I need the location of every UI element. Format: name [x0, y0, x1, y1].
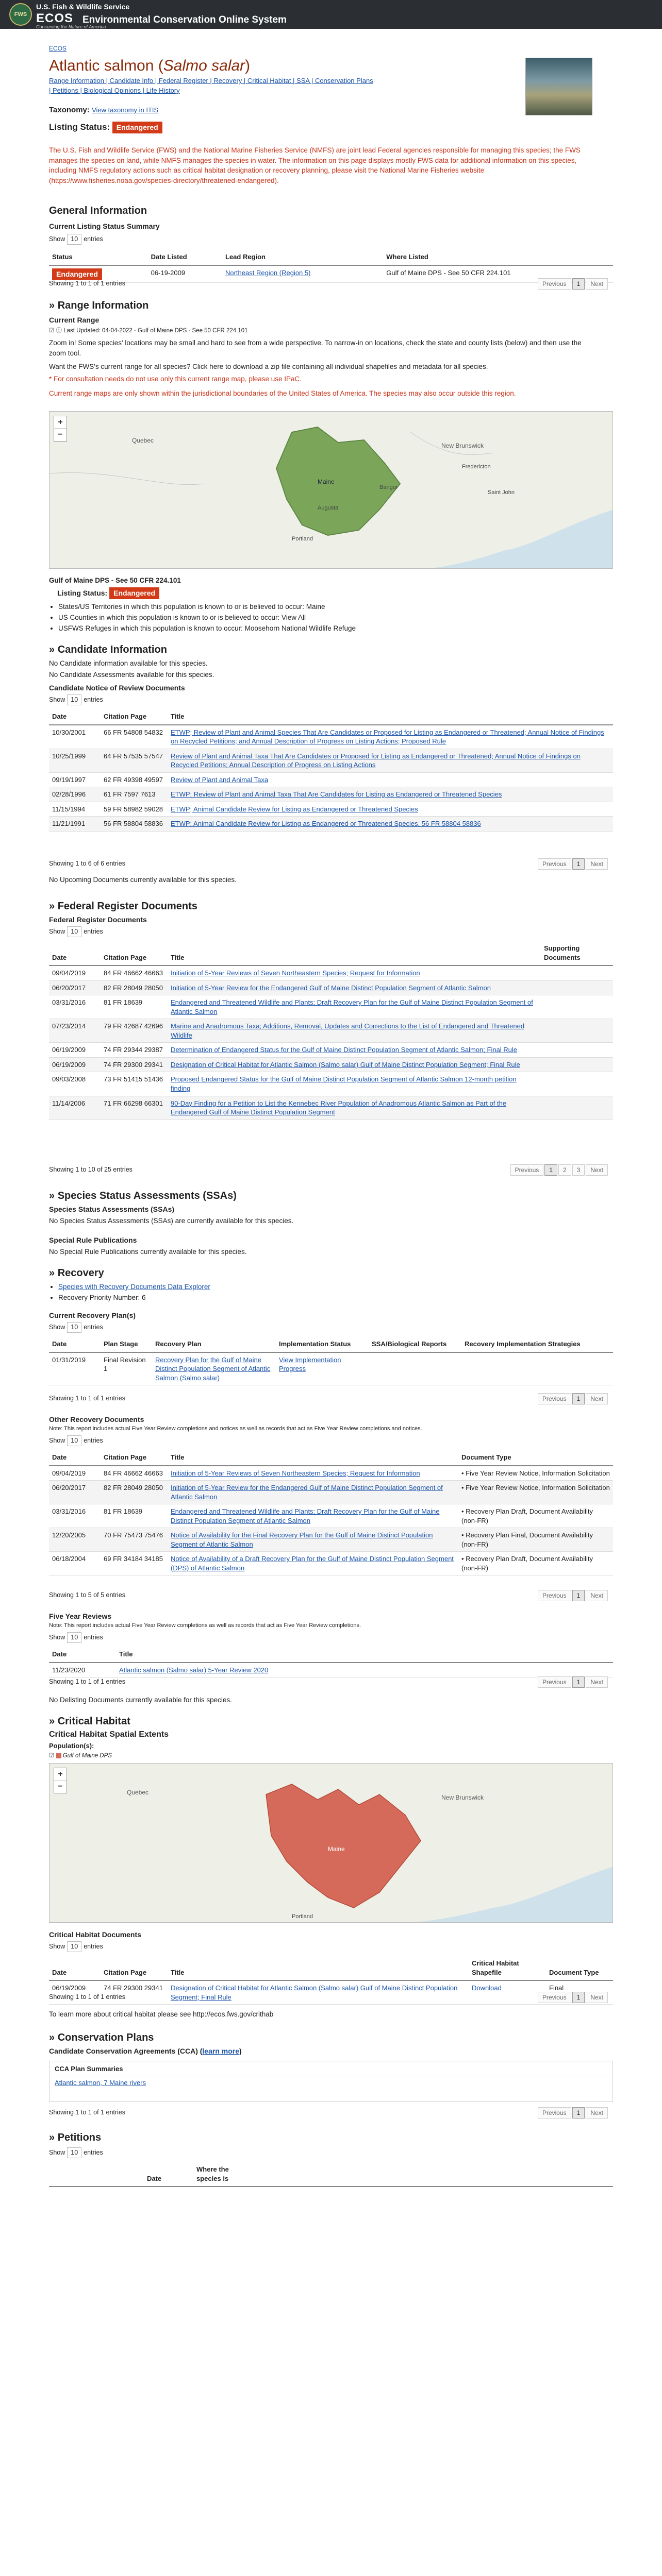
- listing-label: Listing Status:: [49, 122, 110, 132]
- document-link[interactable]: ETWP; Animal Candidate Review for Listing as Endangered or Threatened Species, 56 FR 58804 58836: [171, 820, 481, 828]
- pagination[interactable]: Previous 1 Next: [537, 2107, 608, 2119]
- document-link[interactable]: Initiation of 5-Year Review for the Endangered Gulf of Maine Distinct Population Segment of Atlantic Salmon: [171, 984, 491, 992]
- document-link[interactable]: Review of Plant and Animal Taxa That Are Candidates or Proposed for Listing as Endangered or Threatened; Annual Notice of Findings on Recycled Petitions; Annual Description of Progress on Listing Actions: [171, 752, 581, 769]
- fws-logo[interactable]: FWS: [9, 3, 32, 26]
- zoom-out-icon[interactable]: −: [58, 430, 63, 439]
- table-info: Showing 1 to 5 of 5 entries: [49, 1591, 126, 1599]
- map-label: New Brunswick: [441, 442, 484, 449]
- table-row: 06/19/2009 74 FR 29344 29387 Determination of Endangered Status for the Gulf of Maine Distinct Population Segment of Atlantic Salmon; Final Rule: [49, 1043, 613, 1058]
- table-row: 02/28/1996 61 FR 7597 7613 ETWP; Review of Plant and Animal Taxa That Are Candidates for Listing as Endangered or Threatened Species: [49, 787, 613, 802]
- table-row: 06/19/2009 74 FR 29300 29341 Designation of Critical Habitat for Atlantic Salmon (Salmo salar) Gulf of Maine Distinct Population Segment; Final Rule Download Final: [49, 1980, 613, 2005]
- table-row: 06/20/2017 82 FR 28049 28050 Initiation of 5-Year Review for the Endangered Gulf of Maine Distinct Population Segment of Atlantic Salmon: [49, 980, 613, 995]
- breadcrumb[interactable]: ECOS: [49, 45, 67, 52]
- table-info: Showing 1 to 1 of 1 entries: [49, 2109, 126, 2116]
- table-row: 09/03/2008 73 FR 51415 51436 Proposed Endangered Status for the Gulf of Maine Distinct Population Segment of Atlantic Salmon 12-month petition finding: [49, 1072, 613, 1096]
- candidate-text: No Candidate information available for this species.: [49, 659, 208, 667]
- document-link[interactable]: ETWP; Review of Plant and Animal Taxa That Are Candidates for Listing as Endangered or Threatened Species: [171, 790, 502, 799]
- map-label: Augusta: [318, 505, 339, 511]
- listing-table: Status Date Listed Lead Region Where Listed Endangered 06-19-2009 Northeast Region (Region 5) Gulf of Maine DPS - See 50 CFR 224.101: [49, 249, 613, 283]
- pagination[interactable]: Previous 1 Next: [537, 1590, 608, 1601]
- table-row: 09/04/2019 84 FR 46662 46663 Initiation of 5-Year Reviews of Seven Northeastern Species; Request for Information • Five Year Review Notice, Information Solicitation: [49, 1466, 613, 1481]
- jurisdiction-notice: The U.S. Fish and Wildlife Service (FWS) and the National Marine Fisheries Service (NMFS) are joint lead Federal agencies responsible for managing this species; the FWS manages the species on land, while NMFS manages the species in water. The information on this page displays mostly FWS data for additional information on this species, including NMFS regulatory actions such as critical habitat designation or recovery planning, please visit the National Marine Fisheries website (https://www.fisheries.noaa.gov/species-directory/threatened-endangered).: [49, 146, 581, 184]
- five-year-table: Date Title 11/23/2020 Atlantic salmon (Salmo salar) 5-Year Review 2020: [49, 1647, 613, 1677]
- current-range-heading: Current Range: [49, 316, 100, 324]
- map-zoom-control[interactable]: [54, 1768, 67, 1793]
- range-bullets: • States/US Territories in which this population is known to or is believed to occur: Maine • US Counties in which this population is known to or is believed to occur: View All • USFWS Refuges in which this population is known to occur: Moosehorn National Wildlife Refuge: [49, 602, 356, 634]
- table-row: 11/15/1994 59 FR 58982 59028 ETWP; Animal Candidate Review for Listing as Endangered or Threatened Species: [49, 802, 613, 817]
- document-link[interactable]: Marine and Anadromous Taxa; Additions, Removal, Updates and Corrections to the List of Endangered and Threatened Wildlife: [171, 1022, 525, 1039]
- other-recovery-table: Date Citation Page Title Document Type 09/04/2019 84 FR 46662 46663 Initiation of 5-Year Reviews of Seven Northeastern Species; Request for Information • Five Year Review Notice, Information Solicitation 06/20/2017 82 FR 28049 28050 Initiation of 5-Year Review for the Endangered Gulf of Maine Distinct Population Segment of Atlantic Salmon • Five Year Review Notice, Information Solicitation 03/31/2016 81 FR 18639 Endangered and Threatened Wildlife and Plants; Draft Recovery Plan for the Gulf of Maine Distinct Population Segment of Atlantic Salmon • Recovery Plan Draft, Document Availability (non-FR) 12/20/2005 70 FR 75473 75476 Notice of Availability for the Final Recovery Plan for the Gulf of Maine Distinct Population Segment of Atlantic Salmon • Recovery Plan Final, Document Availability (non-FR) 06/18/2004 69 FR 34184 34185 Notice of Availability of a Draft Recovery Plan for the Gulf of Maine Distinct Population Segment (DPS) of Atlantic Salmon • Recovery Plan Draft, Document Availability (non-FR): [49, 1450, 613, 1575]
- ecos-acronym[interactable]: ECOS: [36, 11, 74, 25]
- map-label: Quebec: [132, 437, 154, 444]
- recovery-plan-table: Date Plan Stage Recovery Plan Implementation Status SSA/Biological Reports Recovery Implementation Strategies 01/31/2019 Final Revision 1 Recovery Plan for the Gulf of Maine Distinct Population Segment of Atlantic Salmon (Salmo salar) View Implementation Progress: [49, 1336, 613, 1385]
- five-year-heading: Five Year Reviews: [49, 1612, 112, 1620]
- crithab-learn-more: To learn more about critical habitat please see http://ecos.fws.gov/crithab: [49, 2010, 274, 2018]
- table-row: 03/31/2016 81 FR 18639 Endangered and Threatened Wildlife and Plants; Draft Recovery Plan for the Gulf of Maine Distinct Population Segment of Atlantic Salmon • Recovery Plan Draft, Document Availability (non-FR): [49, 1504, 613, 1528]
- crithab-map-canvas[interactable]: [49, 1764, 613, 1923]
- table-row: 11/23/2020 Atlantic salmon (Salmo salar) 5-Year Review 2020: [49, 1663, 613, 1677]
- document-link[interactable]: Endangered and Threatened Wildlife and Plants; Draft Recovery Plan for the Gulf of Maine Distinct Population Segment of Atlantic Salmon: [171, 998, 533, 1015]
- region-link[interactable]: Northeast Region (Region 5): [225, 268, 311, 277]
- population-label: Population(s):: [49, 1742, 94, 1750]
- zoom-out-icon[interactable]: −: [58, 1782, 63, 1791]
- entries-selector[interactable]: Show 10 entries: [49, 1435, 103, 1446]
- document-link[interactable]: Proposed Endangered Status for the Gulf of Maine Distinct Population Segment of Atlantic Salmon 12-month petition finding: [171, 1075, 517, 1093]
- table-row: 11/14/2006 71 FR 66298 66301 90-Day Finding for a Petition to List the Kennebec River Population of Anadromous Atlantic Salmon as Part of the Endangered Gulf of Maine Distinct Population Segment: [49, 1096, 613, 1120]
- map-label: Portland: [292, 536, 313, 542]
- ipac-hint: * For consultation needs do not use only this current range map, please use IPaC.: [49, 375, 302, 383]
- table-row: 06/20/2017 82 FR 28049 28050 Initiation of 5-Year Review for the Endangered Gulf of Maine Distinct Population Segment of Atlantic Salmon • Five Year Review Notice, Information Solicitation: [49, 1481, 613, 1504]
- document-link[interactable]: Notice of Availability for the Final Recovery Plan for the Gulf of Maine Distinct Population Segment of Atlantic Salmon: [171, 1531, 433, 1548]
- table-row: Endangered 06-19-2009 Northeast Region (Region 5) Gulf of Maine DPS - See 50 CFR 224.101: [49, 265, 613, 283]
- range-map[interactable]: [49, 411, 613, 569]
- cca-heading: Candidate Conservation Agreements (CCA) (learn more): [49, 2047, 242, 2055]
- table-info: Showing 1 to 1 of 1 entries: [49, 280, 126, 287]
- document-link[interactable]: Initiation of 5-Year Reviews of Seven Northeastern Species; Request for Information: [171, 969, 420, 977]
- page-title: Atlantic salmon (Salmo salar): [49, 57, 251, 74]
- main-content: ECOS Atlantic salmon (Salmo salar) Range Information | Candidate Info | Federal Register | Recovery | Critical Habitat | SSA | Conservation Plans | Petitions | Biological Opinions | Life History Taxonomy: View taxonomy in ITIS Listing Status: Endangered The U.S. Fish and Wildlife Service (FWS) and the National Marine Fisheries Service (NMFS) are joint lead Federal agencies responsible for managing this species; the FWS manages the species on land, while NMFS manages the species in water. The information on this page displays mostly FWS data for additional information on this species, including NMFS regulatory actions such as critical habitat designation or recovery planning, please visit the National Marine Fisheries website (https://www.fisheries.noaa.gov/species-directory/threatened-endangered). General Information Current Listing Status Summary Show 10 entries Status Date Listed Lead Region Where Listed Endangered 06-19-2009 Northeast Region (Region 5) Gulf of Maine DPS - See 50 CFR 224.101 Showing 1 to 1 of 1 entries Previous 1 Next » Range Information Current Range ☑ ⓘ Last Updated: 04-04-2022 - Gulf of Maine DPS - See 50 CFR 224.101 Zoom in! Some species' locations may be small and hard to see from a wide perspective. To narrow-in on locations, check the state and county lists (below) and then use the zoom tool. Want the FWS's current range for all species? Click here to download a zip file containing all individual shapefiles and metadata for all species. * For consultation needs do not use only this current range map, please use IPaC. Current range maps are only shown within the jurisdictional boundaries of the United States of America. The species may also occur outside this region. Quebec Maine New Brunswick Bangor Augusta Portland Fredericton Saint John + − Gulf of Maine DPS - See 50 CFR 224.101 Listing Status: Endangered • States/US Territories in which this population is known to or is believed to occur: Maine • US Counties in which this population is known to or is believed to occur: View All • USFWS Refuges in which this population is known to occur: Moosehorn National Wildlife Refuge » Candidate Information No Candidate information available for this species. No Candidate Assessments available for this species. Candidate Notice of Review Documents Show 10 entries Date Citation Page Title 10/30/2001 66 FR 54808 54832 ETWP; Review of Plant and Animal Species That Are Candidates or Proposed for Listing as Endangered or Threatened; Annual Notice of Findings on Recycled Petitions; and Annual Description of Progress on Listing Actions; Proposed Rule 10/25/1999 64 FR 57535 57547 Review of Plant and Animal Taxa That Are Candidates or Proposed for Listing as Endangered or Threatened; Annual Notice of Findings on Recycled Petitions; Annual Description of Progress on Listing Actions 09/19/1997 62 FR 49398 49597 Review of Plant and Animal Taxa 02/28/1996 61 FR 7597 7613 ETWP; Review of Plant and Animal Taxa That Are Candidates for Listing as Endangered or Threatened Species 11/15/1994 59 FR 58982 59028 ETWP; Animal Candidate Review for Listing as Endangered or Threatened Species 11/21/1991 56 FR 58804 58836 ETWP; Animal Candidate Review for Listing as Endangered or Threatened Species, 56 FR 58804 58836 Showing 1 to 6 of 6 entries Previous 1 Next No Upcoming Documents currently available for this species. » Federal Register Documents Federal Register Documents Show 10 entries Date Citation Page Title Supporting Documents 09/04/2019 84 FR 46662 46663 Initiation of 5-Year Reviews of Seven Northeastern Species; Request for Information 06/20/2017 82 FR 28049 28050 Initiation of 5-Year Review for the Endangered Gulf of Maine Distinct Population Segment of Atlantic Salmon 03/31/2016 81 FR 18639 Endangered and Threatened Wildlife and Plants; Draft Recovery Plan for the Gulf of Maine Distinct Population Segment of Atlantic Salmon 07/23/2014 79 FR 42687 42696 Marine and Anadromous Taxa; Additions, Removal, Updates and Corrections to the List of Endangered and Threatened Wildlife 06/19/2009 74 FR 29344 29387 Determination of Endangered Status for the Gulf of Maine Distinct Population Segment of Atlantic Salmon; Final Rule 06/19/2009 74 FR 29300 29341 Designation of Critical Habitat for Atlantic Salmon (Salmo salar) Gulf of Maine Distinct Population Segment; Final Rule 09/03/2008 73 FR 51415 51436 Proposed Endangered Status for the Gulf of Maine Distinct Population Segment of Atlantic Salmon 12-month petition finding 11/14/2006 71 FR 66298 66301 90-Day Finding for a Petition to List the Kennebec River Population of Anadromous Atlantic Salmon as Part of the Endangered Gulf of Maine Distinct Population Segment Showing 1 to 10 of 25 entries Previous 1 2 3 Next » Species Status Assessments (SSAs) Species Status Assessments (SSAs) No Species Status Assessments (SSAs) are currently available for this species. Special Rule Publications No Special Rule Publications currently available for this species. » Recovery • Species with Recovery Documents Data Explorer • Recovery Priority Number: 6 Current Recovery Plan(s) Show 10 entries Date Plan Stage Recovery Plan Implementation Status SSA/Biological Reports Recovery Implementation Strategies 01/31/2019 Final Revision 1 Recovery Plan for the Gulf of Maine Distinct Population Segment of Atlantic Salmon (Salmo salar) View Implementation Progress Showing 1 to 1 of 1 entries Previous 1 Next Other Recovery Documents Note: This report includes actual Five Year Review completions and notices as well as records that act as Five Year Review completions and notices. Show 10 entries Date Citation Page Title Document Type 09/04/2019 84 FR 46662 46663 Initiation of 5-Year Reviews of Seven Northeastern Species; Request for Information • Five Year Review Notice, Information Solicitation 06/20/2017 82 FR 28049 28050 Initiation of 5-Year Review for the Endangered Gulf of Maine Distinct Population Segment of Atlantic Salmon • Five Year Review Notice, Information Solicitation 03/31/2016 81 FR 18639 Endangered and Threatened Wildlife and Plants; Draft Recovery Plan for the Gulf of Maine Distinct Population Segment of Atlantic Salmon • Recovery Plan Draft, Document Availability (non-FR) 12/20/2005 70 FR 75473 75476 Notice of Availability for the Final Recovery Plan for the Gulf of Maine Distinct Population Segment of Atlantic Salmon • Recovery Plan Final, Document Availability (non-FR) 06/18/2004 69 FR 34184 34185 Notice of Availability of a Draft Recovery Plan for the Gulf of Maine Distinct Population Segment (DPS) of Atlantic Salmon • Recovery Plan Draft, Document Availability (non-FR) Showing 1 to 5 of 5 entries Previous 1 Next Five Year Reviews Note: This report includes actual Five Year Review completions as well as records that act as Five Year Review completions. Show 10 entries Date Title 11/23/2020 Atlantic salmon (Salmo salar) 5-Year Review 2020 Showing 1 to 1 of 1 entries Previous 1 Next No Delisting Documents currently available for this species. » Critical Habitat Critical Habitat Spatial Extents Population(s): ☑ Gulf of Maine DPS Quebec New Brunswick Maine Portland + − Critical Habitat Documents Show 10 entries Date Citation Page Title Critical Habitat Shapefile Document Type 06/19/2009 74 FR 29300 29341 Designation of Critical Habitat for Atlantic Salmon (Salmo salar) Gulf of Maine Distinct Population Segment; Final Rule Download Final Showing 1 to 1 of 1 entries Previous 1 Next To learn more about critical habitat please see http://ecos.fws.gov/crithab » Conservation Plans Candidate Conservation Agreements (CCA) (learn more) CCA Plan Summaries Atlantic salmon, 7 Maine rivers Showing 1 to 1 of 1 entries Previous 1 Next » Petitions Show 10 entries Date Where the species is: [49, 29, 613, 2576]
- table-info: Showing 1 to 1 of 1 entries: [49, 1678, 126, 1685]
- entries-selector[interactable]: Show 10 entries: [49, 1632, 103, 1643]
- crithab-table: Date Citation Page Title Critical Habitat Shapefile Document Type 06/19/2009 74 FR 29300 29341 Designation of Critical Habitat for Atlantic Salmon (Salmo salar) Gulf of Maine Distinct Population Segment; Final Rule Download Final: [49, 1956, 613, 2005]
- delisting-text: No Delisting Documents currently available for this species.: [49, 1696, 232, 1704]
- fedreg-heading: » Federal Register Documents: [49, 901, 197, 912]
- table-row: 07/23/2014 79 FR 42687 42696 Marine and Anadromous Taxa; Additions, Removal, Updates and Corrections to the List of Endangered and Threatened Wildlife: [49, 1019, 613, 1043]
- recovery-bullets: • Species with Recovery Documents Data Explorer • Recovery Priority Number: 6: [49, 1282, 210, 1303]
- legend-swatch: [56, 1753, 61, 1758]
- dps-heading: Gulf of Maine DPS - See 50 CFR 224.101: [49, 577, 181, 584]
- pagination[interactable]: Previous 1 Next: [537, 278, 608, 290]
- zoom-in-icon[interactable]: +: [54, 416, 67, 429]
- species-nav[interactable]: [49, 76, 420, 96]
- itis-link[interactable]: View taxonomy in ITIS: [92, 106, 159, 114]
- ssa-text: No Species Status Assessments (SSAs) are currently available for this species.: [49, 1217, 294, 1225]
- tagline: Conserving the Nature of America: [36, 24, 106, 29]
- petitions-heading: » Petitions: [49, 2132, 102, 2143]
- shapefile-download-link[interactable]: Download: [472, 1984, 502, 1992]
- table-row: 10/30/2001 66 FR 54808 54832 ETWP; Review of Plant and Animal Species That Are Candidates or Proposed for Listing as Endangered or Threatened; Annual Notice of Findings on Recycled Petitions; and Annual Description of Progress on Listing Actions; Proposed Rule: [49, 725, 613, 749]
- entries-selector[interactable]: Show 10 entries: [49, 694, 103, 705]
- table-row: 06/19/2009 74 FR 29300 29341 Designation of Critical Habitat for Atlantic Salmon (Salmo salar) Gulf of Maine Distinct Population Segment; Final Rule: [49, 1057, 613, 1072]
- ecos-title[interactable]: Environmental Conservation Online System: [82, 14, 287, 25]
- cnor-table: Date Citation Page Title 10/30/2001 66 FR 54808 54832 ETWP; Review of Plant and Animal Species That Are Candidates or Proposed for Listing as Endangered or Threatened; Annual Notice of Findings on Recycled Petitions; and Annual Description of Progress on Listing Actions; Proposed Rule 10/25/1999 64 FR 57535 57547 Review of Plant and Animal Taxa That Are Candidates or Proposed for Listing as Endangered or Threatened; Annual Notice of Findings on Recycled Petitions; Annual Description of Progress on Listing Actions 09/19/1997 62 FR 49398 49597 Review of Plant and Animal Taxa 02/28/1996 61 FR 7597 7613 ETWP; Review of Plant and Animal Taxa That Are Candidates for Listing as Endangered or Threatened Species 11/15/1994 59 FR 58982 59028 ETWP; Animal Candidate Review for Listing as Endangered or Threatened Species 11/21/1991 56 FR 58804 58836 ETWP; Animal Candidate Review for Listing as Endangered or Threatened Species, 56 FR 58804 58836: [49, 709, 613, 832]
- map-zoom-control[interactable]: [54, 416, 67, 442]
- map-label: Maine: [328, 1845, 345, 1853]
- implementation-link[interactable]: View Implementation Progress: [279, 1355, 341, 1373]
- document-link[interactable]: Endangered and Threatened Wildlife and Plants; Draft Recovery Plan for the Gulf of Maine Distinct Population Segment of Atlantic Salmon: [171, 1507, 440, 1524]
- learn-more-link[interactable]: learn more: [202, 2047, 240, 2055]
- species-nav-links[interactable]: Range Information | Candidate Info | Federal Register | Recovery | Critical Habitat | SSA | Conservation Plans: [49, 77, 373, 84]
- five-year-note: Note: This report includes actual Five Year Review completions as well as records that act as Five Year Review completions.: [49, 1622, 361, 1629]
- pagination[interactable]: Previous 1 Next: [537, 1992, 608, 2003]
- candidate-heading: » Candidate Information: [49, 644, 167, 655]
- special-rule-heading: Special Rule Publications: [49, 1236, 137, 1244]
- range-map-canvas[interactable]: [49, 412, 613, 569]
- special-rule-text: No Special Rule Publications currently available for this species.: [49, 1248, 247, 1256]
- crithab-subheading: Critical Habitat Spatial Extents: [49, 1730, 169, 1739]
- entries-selector[interactable]: Show 10 entries: [49, 1941, 103, 1952]
- table-row: 12/20/2005 70 FR 75473 75476 Notice of Availability for the Final Recovery Plan for the Gulf of Maine Distinct Population Segment of Atlantic Salmon • Recovery Plan Final, Document Availability (non-FR): [49, 1528, 613, 1552]
- document-link[interactable]: Review of Plant and Animal Taxa: [171, 775, 269, 784]
- map-label: Bangor: [379, 484, 398, 490]
- zoom-in-icon[interactable]: +: [54, 1768, 67, 1781]
- range-disclaimer: Current range maps are only shown within the jurisdictional boundaries of the United States of America. The species may also occur outside this region.: [49, 389, 516, 397]
- cnor-heading: Candidate Notice of Review Documents: [49, 684, 185, 692]
- zoom-hint: Zoom in! Some species' locations may be small and hard to see from a wide perspective. To narrow-in on locations, check the state and county lists (below) and then use the zoom tool.: [49, 339, 582, 357]
- taxonomy-label: Taxonomy:: [49, 106, 90, 114]
- range-heading: » Range Information: [49, 300, 149, 311]
- fedreg-table: Date Citation Page Title Supporting Documents 09/04/2019 84 FR 46662 46663 Initiation of 5-Year Reviews of Seven Northeastern Species; Request for Information 06/20/2017 82 FR 28049 28050 Initiation of 5-Year Review for the Endangered Gulf of Maine Distinct Population Segment of Atlantic Salmon 03/31/2016 81 FR 18639 Endangered and Threatened Wildlife and Plants; Draft Recovery Plan for the Gulf of Maine Distinct Population Segment of Atlantic Salmon 07/23/2014 79 FR 42687 42696 Marine and Anadromous Taxa; Additions, Removal, Updates and Corrections to the List of Endangered and Threatened Wildlife 06/19/2009 74 FR 29344 29387 Determination of Endangered Status for the Gulf of Maine Distinct Population Segment of Atlantic Salmon; Final Rule 06/19/2009 74 FR 29300 29341 Designation of Critical Habitat for Atlantic Salmon (Salmo salar) Gulf of Maine Distinct Population Segment; Final Rule 09/03/2008 73 FR 51415 51436 Proposed Endangered Status for the Gulf of Maine Distinct Population Segment of Atlantic Salmon 12-month petition finding 11/14/2006 71 FR 66298 66301 90-Day Finding for a Petition to List the Kennebec River Population of Anadromous Atlantic Salmon as Part of the Endangered Gulf of Maine Distinct Population Segment: [49, 941, 613, 1120]
- pagination[interactable]: Previous 1 Next: [537, 1676, 608, 1688]
- status-badge: Endangered: [52, 268, 102, 280]
- document-link[interactable]: Notice of Availability of a Draft Recovery Plan for the Gulf of Maine Distinct Population Segment (DPS) of Atlantic Salmon: [171, 1555, 454, 1572]
- document-link[interactable]: Determination of Endangered Status for the Gulf of Maine Distinct Population Segment of Atlantic Salmon; Final Rule: [171, 1046, 518, 1054]
- entries-selector[interactable]: Show 10 entries: [49, 926, 103, 937]
- table-row: 10/25/1999 64 FR 57535 57547 Review of Plant and Animal Taxa That Are Candidates or Proposed for Listing as Endangered or Threatened; Annual Notice of Findings on Recycled Petitions; Annual Description of Progress on Listing Actions: [49, 749, 613, 772]
- document-link[interactable]: Initiation of 5-Year Review for the Endangered Gulf of Maine Distinct Population Segment of Atlantic Salmon: [171, 1484, 443, 1501]
- other-recovery-heading: Other Recovery Documents: [49, 1415, 144, 1423]
- crithab-heading: » Critical Habitat: [49, 1716, 130, 1727]
- site-header: [0, 0, 662, 29]
- other-recovery-note: Note: This report includes actual Five Year Review completions and notices as well as records that act as Five Year Review completions and notices.: [49, 1426, 422, 1432]
- table-row: 03/31/2016 81 FR 18639 Endangered and Threatened Wildlife and Plants; Draft Recovery Plan for the Gulf of Maine Distinct Population Segment of Atlantic Salmon: [49, 995, 613, 1019]
- pagination[interactable]: Previous 1 Next: [537, 858, 608, 870]
- candidate-text-2: No Candidate Assessments available for this species.: [49, 671, 214, 679]
- recovery-heading: » Recovery: [49, 1267, 104, 1279]
- scientific-name: Salmo salar: [163, 57, 245, 74]
- map-label: Portland: [292, 1913, 313, 1920]
- document-link[interactable]: ETWP; Review of Plant and Animal Species That Are Candidates or Proposed for Listing as Endangered or Threatened; Annual Notice of Findings on Recycled Petitions; and Annual Description of Progress on Listing Actions; Proposed Rule: [171, 728, 604, 745]
- agency-name[interactable]: U.S. Fish & Wildlife Service: [36, 3, 130, 11]
- map-label: Maine: [318, 478, 335, 485]
- recovery-explorer-link[interactable]: Species with Recovery Documents Data Explorer: [58, 1283, 210, 1291]
- table-row: 09/04/2019 84 FR 46662 46663 Initiation of 5-Year Reviews of Seven Northeastern Species; Request for Information: [49, 965, 613, 980]
- five-year-link[interactable]: Atlantic salmon (Salmo salar) 5-Year Review 2020: [119, 1666, 269, 1674]
- cca-box-title: CCA Plan Summaries: [55, 2064, 607, 2076]
- map-label: Saint John: [488, 489, 515, 496]
- common-name: Atlantic salmon: [49, 57, 154, 74]
- table-row: 09/19/1997 62 FR 49398 49597 Review of Plant and Animal Taxa: [49, 772, 613, 787]
- map-label: Quebec: [127, 1789, 149, 1796]
- document-link[interactable]: Initiation of 5-Year Reviews of Seven Northeastern Species; Request for Information: [171, 1469, 420, 1477]
- entries-selector[interactable]: Show 10 entries: [49, 2147, 103, 2158]
- table-info: Showing 1 to 10 of 25 entries: [49, 1166, 133, 1173]
- ssa-heading: » Species Status Assessments (SSAs): [49, 1190, 237, 1201]
- crithab-map[interactable]: [49, 1763, 613, 1923]
- general-heading: General Information: [49, 205, 147, 216]
- table-row: 01/31/2019 Final Revision 1 Recovery Plan for the Gulf of Maine Distinct Population Segment of Atlantic Salmon (Salmo salar) View Implementation Progress: [49, 1352, 613, 1385]
- range-updated: ☑ ⓘ Last Updated: 04-04-2022 - Gulf of Maine DPS - See 50 CFR 224.101: [49, 328, 248, 334]
- table-row: 06/18/2004 69 FR 34184 34185 Notice of Availability of a Draft Recovery Plan for the Gulf of Maine Distinct Population Segment (DPS) of Atlantic Salmon • Recovery Plan Draft, Document Availability (non-FR): [49, 1552, 613, 1575]
- ssa-subheading: Species Status Assessments (SSAs): [49, 1205, 175, 1213]
- pagination[interactable]: Previous 1 2 3 Next: [509, 1164, 608, 1176]
- crithab-doc-link[interactable]: Designation of Critical Habitat for Atlantic Salmon (Salmo salar) Gulf of Maine Distinct Population Segment; Final Rule: [171, 1984, 458, 2001]
- table-info: Showing 1 to 6 of 6 entries: [49, 860, 126, 867]
- download-hint: Want the FWS's current range for all species? Click here to download a zip file containing all individual shapefiles and metadata for all species.: [49, 363, 488, 370]
- table-info: Showing 1 to 1 of 1 entries: [49, 1993, 126, 2001]
- dps-status-badge: Endangered: [109, 587, 159, 599]
- species-nav-links-2[interactable]: | Petitions | Biological Opinions | Life History: [49, 86, 180, 94]
- map-label: Fredericton: [462, 464, 491, 470]
- crithab-legend[interactable]: ☑ Gulf of Maine DPS: [49, 1753, 112, 1759]
- document-link[interactable]: Designation of Critical Habitat for Atlantic Salmon (Salmo salar) Gulf of Maine Distinct Population Segment; Final Rule: [171, 1060, 520, 1069]
- cca-plan-link[interactable]: Atlantic salmon, 7 Maine rivers: [55, 2078, 146, 2087]
- upcoming-text: No Upcoming Documents currently available for this species.: [49, 876, 237, 884]
- cons-heading: » Conservation Plans: [49, 2032, 154, 2043]
- petitions-table: Date Where the species is: [49, 2162, 613, 2187]
- species-photo[interactable]: [525, 58, 592, 115]
- listing-summary-heading: Current Listing Status Summary: [49, 222, 160, 230]
- entries-selector[interactable]: Show 10 entries: [49, 1322, 103, 1333]
- document-link[interactable]: 90-Day Finding for a Petition to List the Kennebec River Population of Anadromous Atlantic Salmon as Part of the Endangered Gulf of Maine Distinct Population Segment: [171, 1099, 507, 1116]
- pagination[interactable]: Previous 1 Next: [537, 1393, 608, 1404]
- crithab-docs-heading: Critical Habitat Documents: [49, 1930, 141, 1939]
- cca-box: [49, 2061, 613, 2102]
- document-link[interactable]: ETWP; Animal Candidate Review for Listing as Endangered or Threatened Species: [171, 805, 418, 813]
- recovery-plans-heading: Current Recovery Plan(s): [49, 1311, 136, 1319]
- listing-status-badge: Endangered: [112, 122, 162, 133]
- entries-selector[interactable]: Show 10 entries: [49, 234, 103, 245]
- fedreg-subheading: Federal Register Documents: [49, 916, 147, 924]
- table-info: Showing 1 to 1 of 1 entries: [49, 1395, 126, 1402]
- table-row: 11/21/1991 56 FR 58804 58836 ETWP; Animal Candidate Review for Listing as Endangered or Threatened Species, 56 FR 58804 58836: [49, 817, 613, 832]
- recovery-plan-link[interactable]: Recovery Plan for the Gulf of Maine Distinct Population Segment of Atlantic Salmon (Salmo salar): [155, 1355, 271, 1382]
- map-label: New Brunswick: [441, 1794, 484, 1801]
